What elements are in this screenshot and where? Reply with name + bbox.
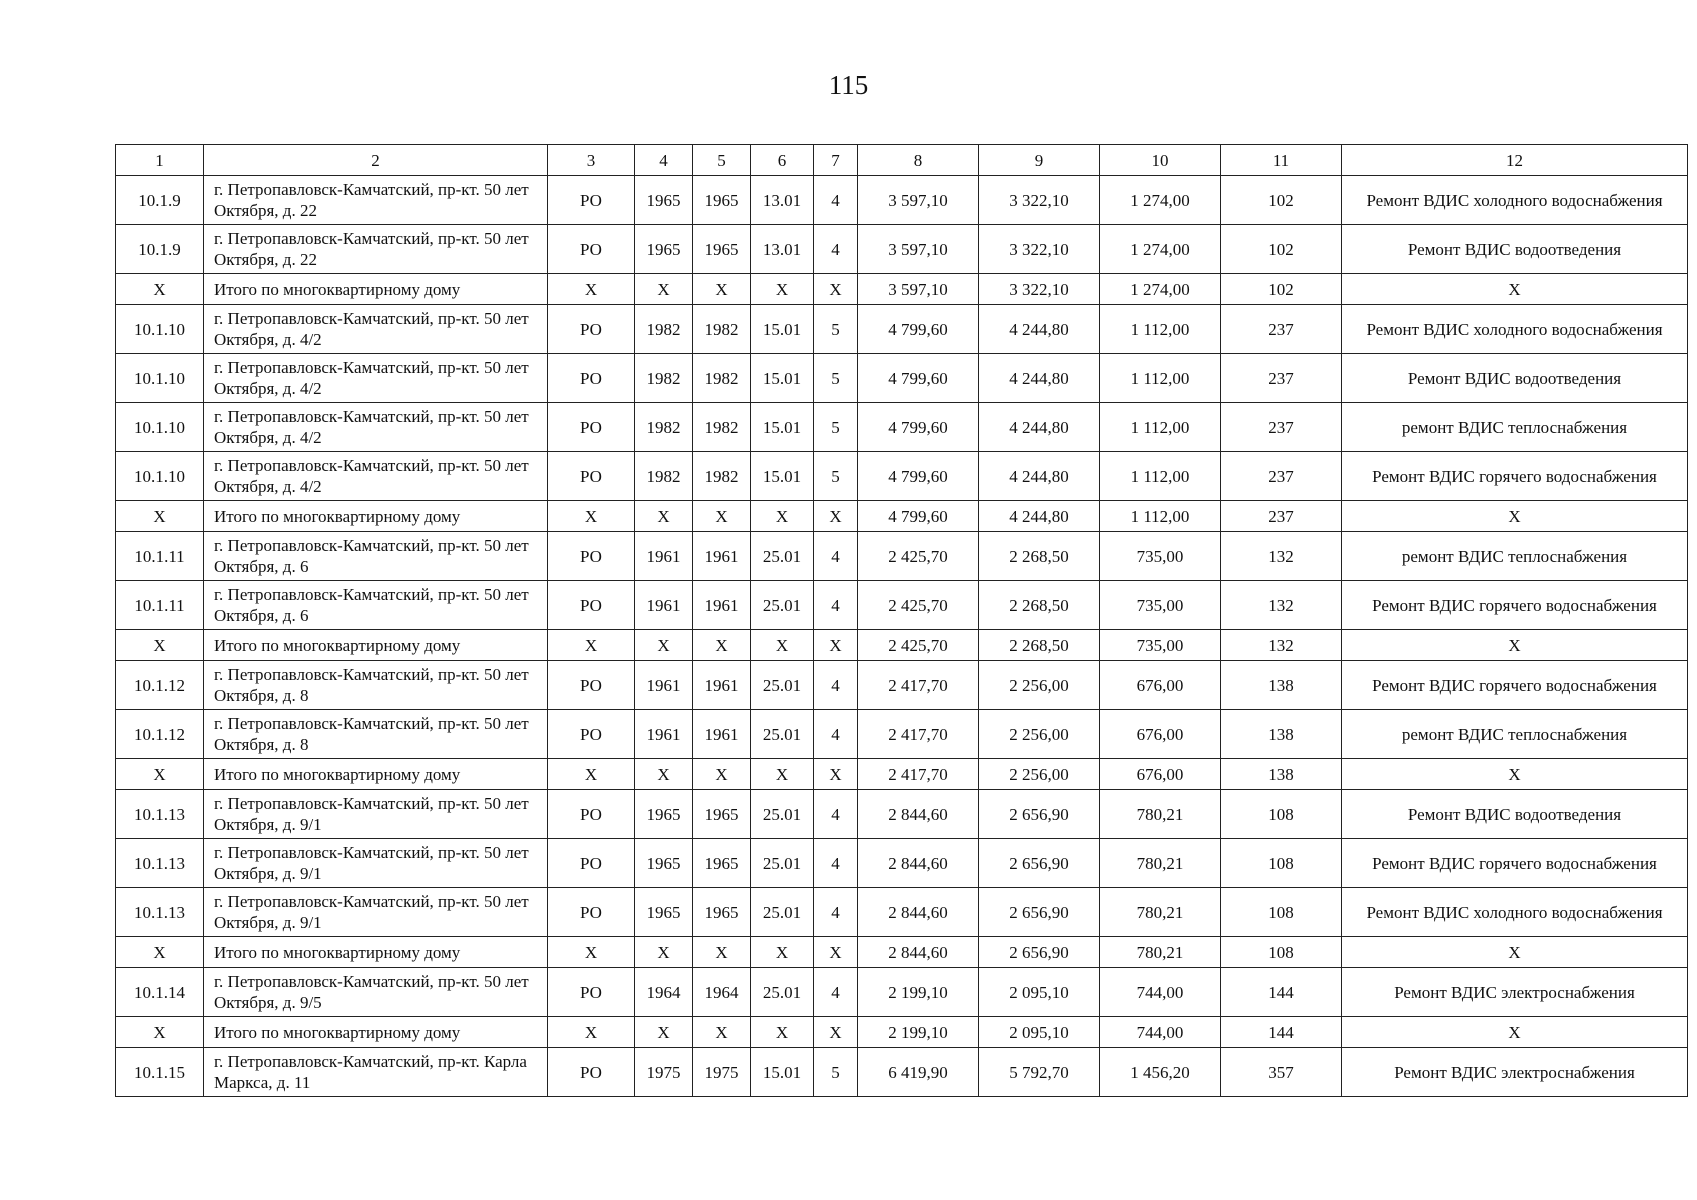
col6-cell: 25.01 bbox=[751, 968, 814, 1017]
col9-cell: 2 256,00 bbox=[979, 710, 1100, 759]
col6-cell: 25.01 bbox=[751, 790, 814, 839]
col8-cell: 3 597,10 bbox=[858, 274, 979, 305]
col9-cell: 2 656,90 bbox=[979, 839, 1100, 888]
col8-cell: 2 199,10 bbox=[858, 968, 979, 1017]
col9-cell: 2 256,00 bbox=[979, 661, 1100, 710]
col4-cell: X bbox=[635, 759, 693, 790]
work-type-cell: X bbox=[1342, 937, 1688, 968]
col6-cell: 15.01 bbox=[751, 403, 814, 452]
col10-cell: 735,00 bbox=[1100, 532, 1221, 581]
col11-cell: 108 bbox=[1221, 839, 1342, 888]
col11-cell: 237 bbox=[1221, 305, 1342, 354]
work-type-cell: Ремонт ВДИС горячего водоснабжения bbox=[1342, 661, 1688, 710]
col7-cell: 4 bbox=[814, 968, 858, 1017]
col6-cell: 25.01 bbox=[751, 661, 814, 710]
col11-cell: 102 bbox=[1221, 274, 1342, 305]
col5-cell: 1961 bbox=[693, 581, 751, 630]
col9-cell: 2 656,90 bbox=[979, 790, 1100, 839]
col4-cell: X bbox=[635, 274, 693, 305]
col4-cell: 1961 bbox=[635, 661, 693, 710]
col3-cell: X bbox=[548, 274, 635, 305]
item-number-cell: X bbox=[116, 501, 204, 532]
col10-cell: 1 112,00 bbox=[1100, 305, 1221, 354]
col9-cell: 2 256,00 bbox=[979, 759, 1100, 790]
col3-cell: РО bbox=[548, 176, 635, 225]
col9-cell: 2 656,90 bbox=[979, 888, 1100, 937]
total-row bbox=[116, 274, 1688, 305]
col3-cell: X bbox=[548, 937, 635, 968]
col10-cell: 744,00 bbox=[1100, 968, 1221, 1017]
col11-cell: 132 bbox=[1221, 532, 1342, 581]
table-row bbox=[116, 305, 1688, 354]
table-row bbox=[116, 790, 1688, 839]
col11-cell: 102 bbox=[1221, 225, 1342, 274]
col7-cell: 4 bbox=[814, 790, 858, 839]
col3-cell: РО bbox=[548, 661, 635, 710]
header-cell: 7 bbox=[814, 145, 858, 176]
item-number-cell: X bbox=[116, 759, 204, 790]
col4-cell: X bbox=[635, 501, 693, 532]
col5-cell: 1982 bbox=[693, 452, 751, 501]
col5-cell: X bbox=[693, 501, 751, 532]
address-cell: г. Петропавловск-Камчатский, пр-кт. 50 лет Октября, д. 8 bbox=[204, 710, 548, 759]
address-cell: г. Петропавловск-Камчатский, пр-кт. 50 лет Октября, д. 9/1 bbox=[204, 790, 548, 839]
col11-cell: 138 bbox=[1221, 710, 1342, 759]
work-type-cell: ремонт ВДИС теплоснабжения bbox=[1342, 710, 1688, 759]
col10-cell: 1 112,00 bbox=[1100, 452, 1221, 501]
item-number-cell: 10.1.10 bbox=[116, 354, 204, 403]
col11-cell: 237 bbox=[1221, 354, 1342, 403]
work-type-cell: Ремонт ВДИС водоотведения bbox=[1342, 354, 1688, 403]
col7-cell: 4 bbox=[814, 661, 858, 710]
col3-cell: РО bbox=[548, 968, 635, 1017]
address-cell: Итого по многоквартирному дому bbox=[204, 759, 548, 790]
col6-cell: X bbox=[751, 1017, 814, 1048]
col10-cell: 676,00 bbox=[1100, 710, 1221, 759]
col3-cell: РО bbox=[548, 305, 635, 354]
table-row bbox=[116, 581, 1688, 630]
col9-cell: 4 244,80 bbox=[979, 354, 1100, 403]
col9-cell: 3 322,10 bbox=[979, 225, 1100, 274]
col11-cell: 237 bbox=[1221, 452, 1342, 501]
col9-cell: 3 322,10 bbox=[979, 274, 1100, 305]
item-number-cell: 10.1.15 bbox=[116, 1048, 204, 1097]
header-cell: 12 bbox=[1342, 145, 1688, 176]
col7-cell: 4 bbox=[814, 710, 858, 759]
col7-cell: 4 bbox=[814, 839, 858, 888]
col11-cell: 144 bbox=[1221, 968, 1342, 1017]
item-number-cell: X bbox=[116, 1017, 204, 1048]
col4-cell: 1982 bbox=[635, 305, 693, 354]
col7-cell: 5 bbox=[814, 452, 858, 501]
col8-cell: 3 597,10 bbox=[858, 176, 979, 225]
col7-cell: 4 bbox=[814, 176, 858, 225]
col8-cell: 2 425,70 bbox=[858, 532, 979, 581]
col7-cell: X bbox=[814, 759, 858, 790]
col4-cell: X bbox=[635, 1017, 693, 1048]
table-row bbox=[116, 1048, 1688, 1097]
col8-cell: 2 844,60 bbox=[858, 937, 979, 968]
address-cell: г. Петропавловск-Камчатский, пр-кт. 50 лет Октября, д. 22 bbox=[204, 176, 548, 225]
address-cell: г. Петропавловск-Камчатский, пр-кт. 50 лет Октября, д. 9/1 bbox=[204, 888, 548, 937]
col3-cell: X bbox=[548, 630, 635, 661]
col8-cell: 4 799,60 bbox=[858, 305, 979, 354]
total-row bbox=[116, 937, 1688, 968]
col3-cell: РО bbox=[548, 452, 635, 501]
col6-cell: 13.01 bbox=[751, 176, 814, 225]
work-type-cell: Ремонт ВДИС горячего водоснабжения bbox=[1342, 839, 1688, 888]
col8-cell: 2 844,60 bbox=[858, 839, 979, 888]
item-number-cell: 10.1.10 bbox=[116, 305, 204, 354]
address-cell: г. Петропавловск-Камчатский, пр-кт. 50 лет Октября, д. 9/1 bbox=[204, 839, 548, 888]
col4-cell: 1965 bbox=[635, 176, 693, 225]
col8-cell: 2 417,70 bbox=[858, 759, 979, 790]
header-cell: 5 bbox=[693, 145, 751, 176]
table-row bbox=[116, 403, 1688, 452]
col9-cell: 4 244,80 bbox=[979, 452, 1100, 501]
item-number-cell: 10.1.13 bbox=[116, 839, 204, 888]
header-cell: 4 bbox=[635, 145, 693, 176]
col7-cell: X bbox=[814, 630, 858, 661]
address-cell: г. Петропавловск-Камчатский, пр-кт. 50 лет Октября, д. 4/2 bbox=[204, 354, 548, 403]
col7-cell: X bbox=[814, 501, 858, 532]
col9-cell: 2 095,10 bbox=[979, 968, 1100, 1017]
col10-cell: 780,21 bbox=[1100, 888, 1221, 937]
col4-cell: 1982 bbox=[635, 354, 693, 403]
col4-cell: 1961 bbox=[635, 532, 693, 581]
col6-cell: X bbox=[751, 937, 814, 968]
col5-cell: X bbox=[693, 1017, 751, 1048]
item-number-cell: X bbox=[116, 937, 204, 968]
col4-cell: 1965 bbox=[635, 888, 693, 937]
work-type-cell: ремонт ВДИС теплоснабжения bbox=[1342, 532, 1688, 581]
col10-cell: 735,00 bbox=[1100, 581, 1221, 630]
header-cell: 8 bbox=[858, 145, 979, 176]
col8-cell: 2 417,70 bbox=[858, 661, 979, 710]
col6-cell: 15.01 bbox=[751, 452, 814, 501]
col6-cell: 25.01 bbox=[751, 581, 814, 630]
item-number-cell: 10.1.13 bbox=[116, 888, 204, 937]
table-row bbox=[116, 888, 1688, 937]
col6-cell: 25.01 bbox=[751, 710, 814, 759]
item-number-cell: 10.1.12 bbox=[116, 710, 204, 759]
col11-cell: 237 bbox=[1221, 403, 1342, 452]
col5-cell: 1965 bbox=[693, 225, 751, 274]
work-type-cell: Ремонт ВДИС горячего водоснабжения bbox=[1342, 581, 1688, 630]
col5-cell: 1965 bbox=[693, 839, 751, 888]
item-number-cell: 10.1.10 bbox=[116, 403, 204, 452]
col5-cell: X bbox=[693, 759, 751, 790]
col7-cell: 4 bbox=[814, 225, 858, 274]
col4-cell: X bbox=[635, 937, 693, 968]
col10-cell: 676,00 bbox=[1100, 661, 1221, 710]
col11-cell: 357 bbox=[1221, 1048, 1342, 1097]
col6-cell: 25.01 bbox=[751, 839, 814, 888]
col11-cell: 144 bbox=[1221, 1017, 1342, 1048]
col9-cell: 2 268,50 bbox=[979, 581, 1100, 630]
address-cell: г. Петропавловск-Камчатский, пр-кт. Карла Маркса, д. 11 bbox=[204, 1048, 548, 1097]
col3-cell: РО bbox=[548, 839, 635, 888]
address-cell: Итого по многоквартирному дому bbox=[204, 274, 548, 305]
col10-cell: 1 274,00 bbox=[1100, 274, 1221, 305]
col8-cell: 2 417,70 bbox=[858, 710, 979, 759]
item-number-cell: X bbox=[116, 274, 204, 305]
col10-cell: 1 456,20 bbox=[1100, 1048, 1221, 1097]
address-cell: г. Петропавловск-Камчатский, пр-кт. 50 лет Октября, д. 22 bbox=[204, 225, 548, 274]
col10-cell: 780,21 bbox=[1100, 937, 1221, 968]
col11-cell: 237 bbox=[1221, 501, 1342, 532]
item-number-cell: 10.1.13 bbox=[116, 790, 204, 839]
item-number-cell: 10.1.12 bbox=[116, 661, 204, 710]
col10-cell: 1 112,00 bbox=[1100, 403, 1221, 452]
address-cell: Итого по многоквартирному дому bbox=[204, 937, 548, 968]
header-cell: 6 bbox=[751, 145, 814, 176]
col6-cell: X bbox=[751, 759, 814, 790]
col3-cell: РО bbox=[548, 790, 635, 839]
col4-cell: 1982 bbox=[635, 403, 693, 452]
col8-cell: 2 425,70 bbox=[858, 581, 979, 630]
header-cell: 2 bbox=[204, 145, 548, 176]
col11-cell: 132 bbox=[1221, 630, 1342, 661]
work-type-cell: Ремонт ВДИС электроснабжения bbox=[1342, 1048, 1688, 1097]
work-type-cell: X bbox=[1342, 630, 1688, 661]
col11-cell: 108 bbox=[1221, 888, 1342, 937]
col3-cell: РО bbox=[548, 581, 635, 630]
col3-cell: РО bbox=[548, 403, 635, 452]
col7-cell: X bbox=[814, 937, 858, 968]
col5-cell: 1982 bbox=[693, 403, 751, 452]
col4-cell: 1975 bbox=[635, 1048, 693, 1097]
address-cell: Итого по многоквартирному дому bbox=[204, 630, 548, 661]
col11-cell: 102 bbox=[1221, 176, 1342, 225]
header-cell: 10 bbox=[1100, 145, 1221, 176]
col7-cell: X bbox=[814, 274, 858, 305]
col5-cell: 1965 bbox=[693, 176, 751, 225]
col5-cell: 1965 bbox=[693, 790, 751, 839]
item-number-cell: 10.1.11 bbox=[116, 532, 204, 581]
col10-cell: 1 274,00 bbox=[1100, 225, 1221, 274]
work-type-cell: Ремонт ВДИС холодного водоснабжения bbox=[1342, 305, 1688, 354]
col11-cell: 138 bbox=[1221, 759, 1342, 790]
col6-cell: 15.01 bbox=[751, 305, 814, 354]
col5-cell: 1961 bbox=[693, 532, 751, 581]
table-row bbox=[116, 839, 1688, 888]
table-row bbox=[116, 968, 1688, 1017]
work-type-cell: X bbox=[1342, 1017, 1688, 1048]
col8-cell: 4 799,60 bbox=[858, 354, 979, 403]
col6-cell: X bbox=[751, 501, 814, 532]
col10-cell: 780,21 bbox=[1100, 790, 1221, 839]
page-number: 115 bbox=[828, 70, 869, 100]
col5-cell: 1982 bbox=[693, 354, 751, 403]
col6-cell: 25.01 bbox=[751, 532, 814, 581]
col11-cell: 108 bbox=[1221, 937, 1342, 968]
address-cell: Итого по многоквартирному дому bbox=[204, 1017, 548, 1048]
col3-cell: РО bbox=[548, 710, 635, 759]
address-cell: Итого по многоквартирному дому bbox=[204, 501, 548, 532]
table-body bbox=[116, 145, 1688, 1097]
col9-cell: 2 268,50 bbox=[979, 630, 1100, 661]
table-row bbox=[116, 225, 1688, 274]
col4-cell: 1965 bbox=[635, 225, 693, 274]
total-row bbox=[116, 501, 1688, 532]
col10-cell: 676,00 bbox=[1100, 759, 1221, 790]
item-number-cell: 10.1.9 bbox=[116, 176, 204, 225]
col8-cell: 2 844,60 bbox=[858, 888, 979, 937]
col4-cell: 1964 bbox=[635, 968, 693, 1017]
col8-cell: 3 597,10 bbox=[858, 225, 979, 274]
work-type-cell: X bbox=[1342, 274, 1688, 305]
address-cell: г. Петропавловск-Камчатский, пр-кт. 50 лет Октября, д. 6 bbox=[204, 581, 548, 630]
col7-cell: 4 bbox=[814, 532, 858, 581]
col8-cell: 2 425,70 bbox=[858, 630, 979, 661]
table-row bbox=[116, 176, 1688, 225]
register-table bbox=[115, 144, 1688, 1097]
col8-cell: 4 799,60 bbox=[858, 403, 979, 452]
col4-cell: 1961 bbox=[635, 710, 693, 759]
col10-cell: 780,21 bbox=[1100, 839, 1221, 888]
col3-cell: РО bbox=[548, 532, 635, 581]
col11-cell: 138 bbox=[1221, 661, 1342, 710]
col9-cell: 4 244,80 bbox=[979, 305, 1100, 354]
col8-cell: 4 799,60 bbox=[858, 452, 979, 501]
col3-cell: X bbox=[548, 1017, 635, 1048]
col4-cell: X bbox=[635, 630, 693, 661]
work-type-cell: Ремонт ВДИС водоотведения bbox=[1342, 790, 1688, 839]
col6-cell: 25.01 bbox=[751, 888, 814, 937]
total-row bbox=[116, 630, 1688, 661]
col3-cell: РО bbox=[548, 888, 635, 937]
col5-cell: 1961 bbox=[693, 661, 751, 710]
col9-cell: 3 322,10 bbox=[979, 176, 1100, 225]
work-type-cell: Ремонт ВДИС холодного водоснабжения bbox=[1342, 888, 1688, 937]
col10-cell: 744,00 bbox=[1100, 1017, 1221, 1048]
item-number-cell: 10.1.14 bbox=[116, 968, 204, 1017]
address-cell: г. Петропавловск-Камчатский, пр-кт. 50 лет Октября, д. 4/2 bbox=[204, 403, 548, 452]
col7-cell: 4 bbox=[814, 888, 858, 937]
col4-cell: 1965 bbox=[635, 790, 693, 839]
table-row bbox=[116, 710, 1688, 759]
work-type-cell: Ремонт ВДИС холодного водоснабжения bbox=[1342, 176, 1688, 225]
item-number-cell: 10.1.11 bbox=[116, 581, 204, 630]
col3-cell: X bbox=[548, 501, 635, 532]
item-number-cell: X bbox=[116, 630, 204, 661]
col6-cell: 15.01 bbox=[751, 354, 814, 403]
col4-cell: 1982 bbox=[635, 452, 693, 501]
col7-cell: X bbox=[814, 1017, 858, 1048]
address-cell: г. Петропавловск-Камчатский, пр-кт. 50 лет Октября, д. 9/5 bbox=[204, 968, 548, 1017]
table-row bbox=[116, 661, 1688, 710]
total-row bbox=[116, 759, 1688, 790]
col9-cell: 2 095,10 bbox=[979, 1017, 1100, 1048]
col5-cell: 1975 bbox=[693, 1048, 751, 1097]
col8-cell: 4 799,60 bbox=[858, 501, 979, 532]
col3-cell: РО bbox=[548, 1048, 635, 1097]
col6-cell: X bbox=[751, 274, 814, 305]
col10-cell: 1 274,00 bbox=[1100, 176, 1221, 225]
header-cell: 11 bbox=[1221, 145, 1342, 176]
col7-cell: 5 bbox=[814, 305, 858, 354]
work-type-cell: X bbox=[1342, 501, 1688, 532]
header-cell: 1 bbox=[116, 145, 204, 176]
col5-cell: 1961 bbox=[693, 710, 751, 759]
col10-cell: 1 112,00 bbox=[1100, 501, 1221, 532]
col5-cell: X bbox=[693, 630, 751, 661]
address-cell: г. Петропавловск-Камчатский, пр-кт. 50 лет Октября, д. 4/2 bbox=[204, 452, 548, 501]
col7-cell: 5 bbox=[814, 1048, 858, 1097]
work-type-cell: Ремонт ВДИС горячего водоснабжения bbox=[1342, 452, 1688, 501]
col5-cell: X bbox=[693, 937, 751, 968]
table-row bbox=[116, 354, 1688, 403]
col6-cell: 15.01 bbox=[751, 1048, 814, 1097]
total-row bbox=[116, 1017, 1688, 1048]
table-row bbox=[116, 532, 1688, 581]
work-type-cell: Ремонт ВДИС водоотведения bbox=[1342, 225, 1688, 274]
col6-cell: 13.01 bbox=[751, 225, 814, 274]
col5-cell: X bbox=[693, 274, 751, 305]
col9-cell: 2 268,50 bbox=[979, 532, 1100, 581]
col10-cell: 1 112,00 bbox=[1100, 354, 1221, 403]
col8-cell: 2 844,60 bbox=[858, 790, 979, 839]
col4-cell: 1965 bbox=[635, 839, 693, 888]
col10-cell: 735,00 bbox=[1100, 630, 1221, 661]
header-row bbox=[116, 145, 1688, 176]
col6-cell: X bbox=[751, 630, 814, 661]
item-number-cell: 10.1.9 bbox=[116, 225, 204, 274]
col9-cell: 4 244,80 bbox=[979, 403, 1100, 452]
col3-cell: X bbox=[548, 759, 635, 790]
col11-cell: 108 bbox=[1221, 790, 1342, 839]
col9-cell: 4 244,80 bbox=[979, 501, 1100, 532]
col7-cell: 4 bbox=[814, 581, 858, 630]
col8-cell: 2 199,10 bbox=[858, 1017, 979, 1048]
col7-cell: 5 bbox=[814, 403, 858, 452]
address-cell: г. Петропавловск-Камчатский, пр-кт. 50 лет Октября, д. 6 bbox=[204, 532, 548, 581]
work-type-cell: ремонт ВДИС теплоснабжения bbox=[1342, 403, 1688, 452]
address-cell: г. Петропавловск-Камчатский, пр-кт. 50 лет Октября, д. 4/2 bbox=[204, 305, 548, 354]
col9-cell: 2 656,90 bbox=[979, 937, 1100, 968]
table-row bbox=[116, 452, 1688, 501]
header-cell: 9 bbox=[979, 145, 1100, 176]
work-type-cell: Ремонт ВДИС электроснабжения bbox=[1342, 968, 1688, 1017]
col4-cell: 1961 bbox=[635, 581, 693, 630]
col5-cell: 1965 bbox=[693, 888, 751, 937]
col3-cell: РО bbox=[548, 225, 635, 274]
col8-cell: 6 419,90 bbox=[858, 1048, 979, 1097]
col9-cell: 5 792,70 bbox=[979, 1048, 1100, 1097]
col5-cell: 1964 bbox=[693, 968, 751, 1017]
col11-cell: 132 bbox=[1221, 581, 1342, 630]
col3-cell: РО bbox=[548, 354, 635, 403]
col7-cell: 5 bbox=[814, 354, 858, 403]
item-number-cell: 10.1.10 bbox=[116, 452, 204, 501]
col5-cell: 1982 bbox=[693, 305, 751, 354]
header-cell: 3 bbox=[548, 145, 635, 176]
work-type-cell: X bbox=[1342, 759, 1688, 790]
address-cell: г. Петропавловск-Камчатский, пр-кт. 50 лет Октября, д. 8 bbox=[204, 661, 548, 710]
